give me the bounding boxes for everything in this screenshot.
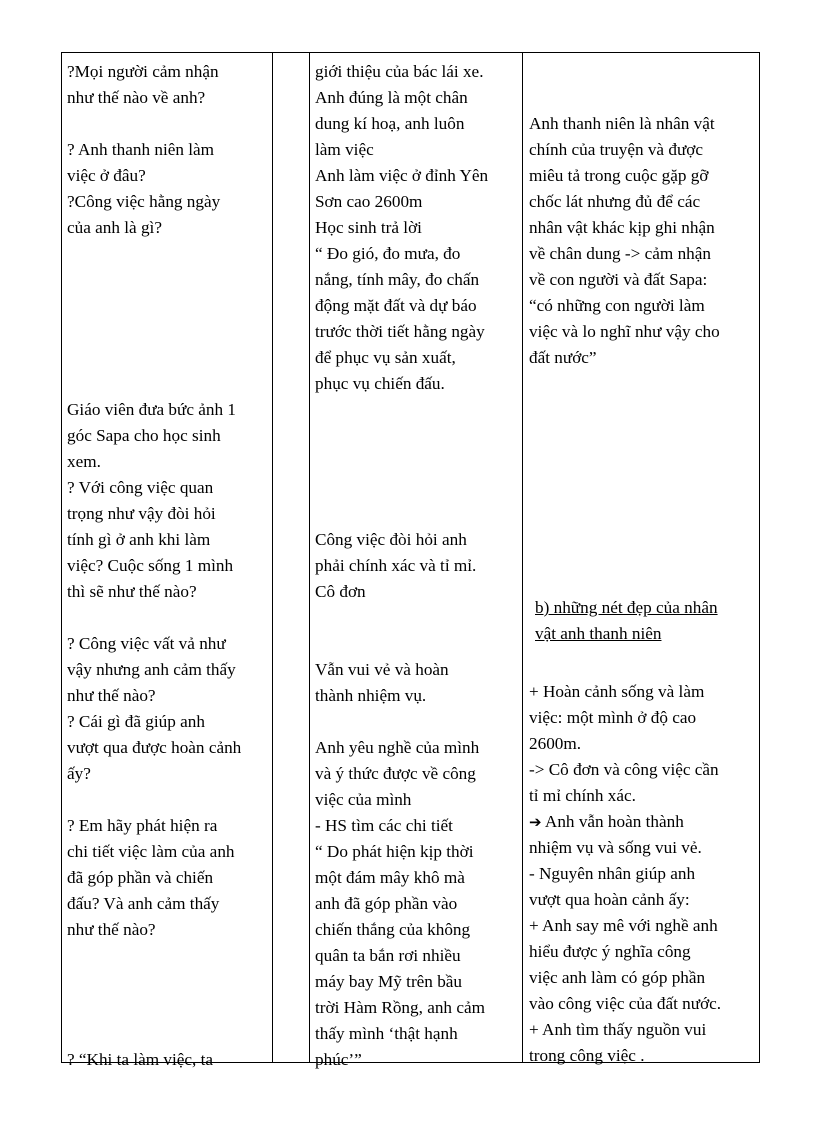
answer-text: giới thiệu của bác lái xe. Anh đúng là một chân dung kí hoạ, anh luôn làm việc Anh làm việc ở đỉnh Yên Sơn cao 2600m Học sinh trả lời “ Đo gió, đo mưa, đo nắng, tính mây, đo chấn động mặt đất và dự báo trước thời tiết hằng ngày để phục vụ sản xuất, phục vụ chiến đấu. [315, 62, 489, 393]
question-text: ?Mọi người cảm nhận như thế nào về anh? [67, 62, 219, 107]
question-text: ? Công việc vất vả như vậy nhưng anh cảm thấy như thế nào? [67, 634, 236, 705]
section-heading [535, 595, 755, 647]
answers-column [310, 53, 523, 1069]
question-text: ? Anh thanh niên làm việc ở đâu? [67, 140, 215, 185]
section-heading-text: b) những nét đẹp của nhân vật anh thanh niên [535, 598, 718, 643]
question-text: ? “Khi ta làm việc, ta [67, 1050, 214, 1069]
answer-text: Vẫn vui vẻ và hoàn thành nhiệm vụ. [315, 660, 449, 705]
question-text: Giáo viên đưa bức ảnh 1 góc Sapa cho học sinh xem. [67, 400, 236, 471]
table-row [62, 53, 760, 1063]
notes-column [523, 53, 760, 1063]
question-text: ? Cái gì đã giúp anh vượt qua được hoàn cảnh ấy? [67, 712, 242, 783]
arrow-right-icon: ➔ [529, 813, 542, 831]
notes-reasons: - Nguyên nhân giúp anh vượt qua hoàn cảnh ấy: + Anh say mê với nghề anh hiểu được ý nghĩa công việc anh làm có góp phần vào công việc của đất nước. + Anh tìm thấy nguồn vui trong công việc . [529, 864, 722, 1065]
questions-column [62, 53, 273, 1069]
notes-result-text: Anh vẫn hoàn thành nhiệm vụ và sống vui vẻ. [529, 812, 702, 857]
answer-text: Anh yêu nghề của mình và ý thức được về công việc của mình - HS tìm các chi tiết “ Do phát hiện kịp thời một đám mây khô mà anh đã góp phần vào chiến thắng của không quân ta bắn rơi nhiều máy bay Mỹ trên bầu trời Hàm Rồng, anh cảm thấy mình ‘thật hạnh phúc’” [315, 738, 485, 1069]
question-text: ? Với công việc quan trọng như vậy đòi hỏi tính gì ở anh khi làm việc? Cuộc sống 1 mình thì sẽ như thế nào? [67, 478, 234, 601]
lesson-table [61, 52, 760, 1069]
answer-text: Công việc đòi hỏi anh phải chính xác và tỉ mỉ. Cô đơn [315, 530, 477, 601]
notes-intro: Anh thanh niên là nhân vật chính của truyện và được miêu tả trong cuộc gặp gỡ chốc lát nhưng đủ để các nhân vật khác kịp ghi nhận về chân dung -> cảm nhận về con người và đất Sapa: “có những con người làm việc và lo nghĩ như vậy cho đất nước” [529, 114, 720, 367]
question-text: ? Em hãy phát hiện ra chi tiết việc làm của anh đã góp phần và chiến đấu? Và anh cảm thấy như thế nào? [67, 816, 235, 939]
question-text: ?Công việc hằng ngày của anh là gì? [67, 192, 221, 237]
notes-circumstance: + Hoàn cảnh sống và làm việc: một mình ở độ cao 2600m. -> Cô đơn và công việc cần tỉ mỉ chính xác. [529, 682, 719, 805]
notes-result [529, 809, 755, 861]
empty-column [273, 53, 310, 1063]
